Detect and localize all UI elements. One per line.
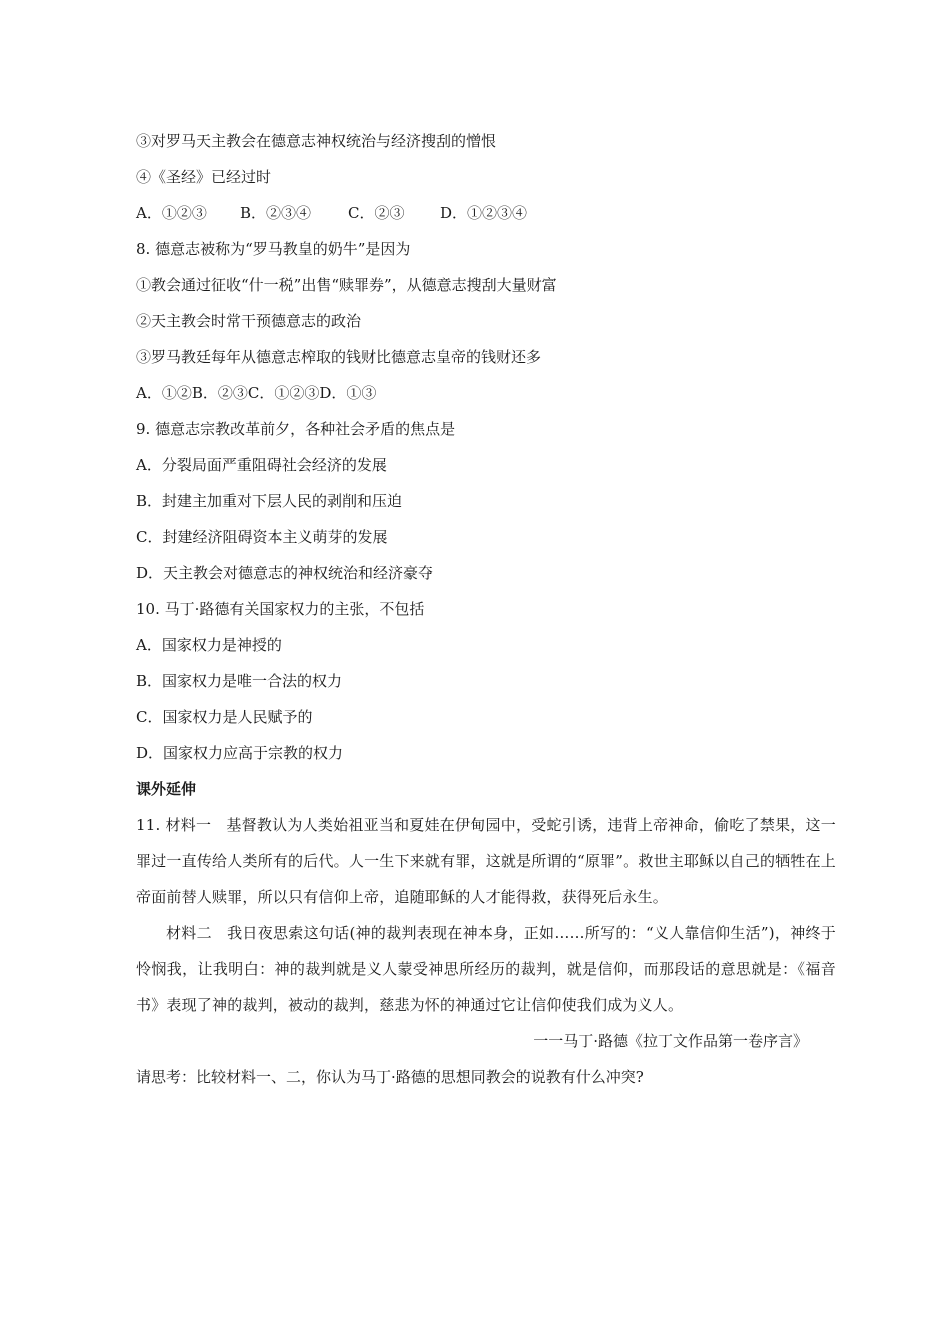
q8-choice-c: C．①②③ <box>247 384 320 402</box>
q7-choice-c: C．②③ <box>348 204 405 222</box>
q7-choice-a: A．①②③ <box>136 204 207 222</box>
q10-choice-b: B．国家权力是唯一合法的权力 <box>136 672 343 690</box>
q10-stem: 10. 马丁·路德有关国家权力的主张，不包括 <box>136 600 425 618</box>
section-heading: 课外延伸 <box>136 780 197 798</box>
q11-material-2: 材料二 我日夜思索这句话(神的裁判表现在神本身，正如……所写的：“义人靠信仰生活”)，神终于怜悯我，让我明白：神的裁判就是义人蒙受神思所经历的裁判，就是信仰，而那段话的意思就是：《福音书》表现了神的裁判，被动的裁判，慈悲为怀的神通过它让信仰使我们成为义人。 <box>136 924 836 1014</box>
q7-choice-b: B．②③④ <box>240 204 312 222</box>
q9-stem: 9. 德意志宗教改革前夕，各种社会矛盾的焦点是 <box>136 420 456 438</box>
q7-choices <box>136 195 836 231</box>
q8-choice-a: A．①② <box>136 384 192 402</box>
q9-choice-a: A．分裂局面严重阻碍社会经济的发展 <box>136 456 387 474</box>
q7-option-3: ③对罗马天主教会在德意志神权统治与经济搜刮的憎恨 <box>136 132 497 150</box>
q7-option-4: ④《圣经》已经过时 <box>136 168 272 186</box>
q9-choice-c: C．封建经济阻碍资本主义萌芽的发展 <box>136 528 388 546</box>
q8-choice-b: B．②③ <box>191 384 248 402</box>
q11-source-citation: 一一马丁·路德《拉丁文作品第一卷序言》 <box>533 1032 808 1050</box>
q10-choice-a: A．国家权力是神授的 <box>136 636 282 654</box>
q8-item-2: ②天主教会时常干预德意志的政治 <box>136 312 362 330</box>
q8-item-1: ①教会通过征收“什一税”出售“赎罪券”，从德意志搜刮大量财富 <box>136 276 557 294</box>
q8-choice-d: D．①③ <box>319 384 377 402</box>
document-page <box>136 123 836 1095</box>
q11-material-1: 11. 材料一 基督教认为人类始祖亚当和夏娃在伊甸园中，受蛇引诱，违背上帝神命，偷吃了禁果，这一罪过一直传给人类所有的后代。人一生下来就有罪，这就是所谓的“原罪”。救世主耶稣以自己的牺牲在上帝面前替人赎罪，所以只有信仰上帝，追随耶稣的人才能得救，获得死后永生。 <box>136 816 836 906</box>
q10-choice-c: C．国家权力是人民赋予的 <box>136 708 313 726</box>
q9-choice-b: B．封建主加重对下层人民的剥削和压迫 <box>136 492 403 510</box>
q7-choice-d: D．①②③④ <box>440 204 528 222</box>
q11-question: 请思考：比较材料一、二，你认为马丁·路德的思想同教会的说教有什么冲突? <box>136 1068 644 1086</box>
q8-stem: 8. 德意志被称为“罗马教皇的奶牛”是因为 <box>136 240 411 258</box>
q8-choices <box>136 375 836 411</box>
q10-choice-d: D．国家权力应高于宗教的权力 <box>136 744 344 762</box>
q8-item-3: ③罗马教廷每年从德意志榨取的钱财比德意志皇帝的钱财还多 <box>136 348 542 366</box>
q9-choice-d: D．天主教会对德意志的神权统治和经济豪夺 <box>136 564 434 582</box>
